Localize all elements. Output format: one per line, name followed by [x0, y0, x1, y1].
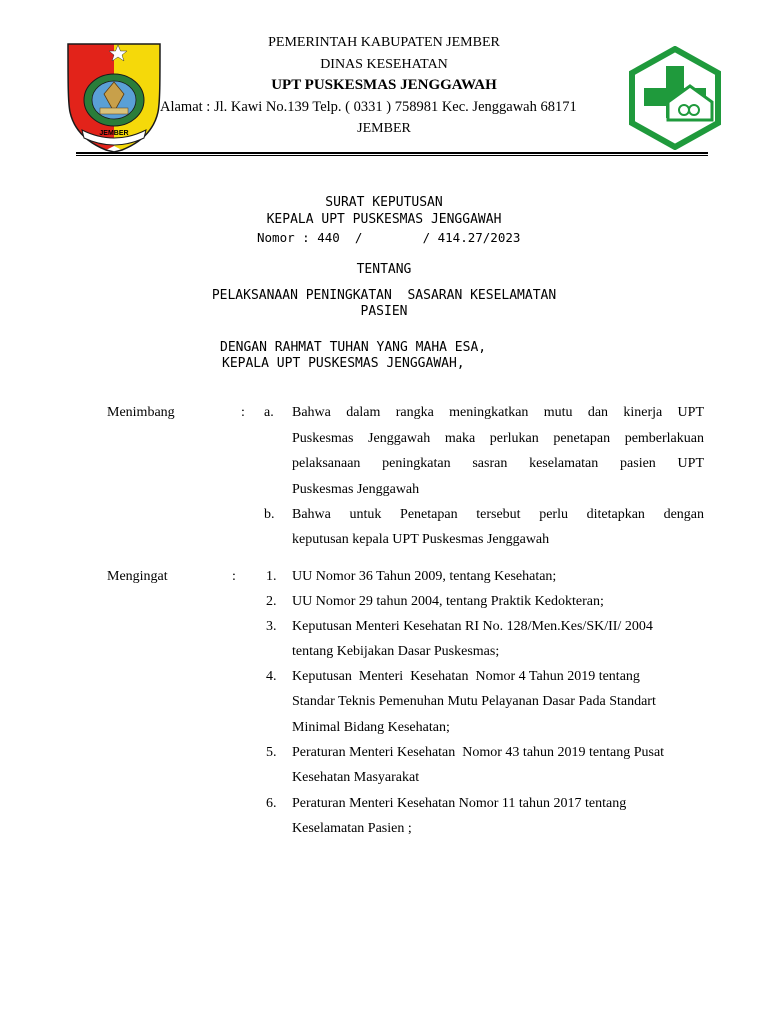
decree-about: TENTANG [356, 262, 412, 277]
menimbang-a-line4: Puskesmas Jenggawah [292, 482, 420, 497]
letterhead-government: PEMERINTAH KABUPATEN JEMBER [268, 35, 500, 50]
menimbang-colon: : [241, 405, 245, 420]
mengingat-6-marker: 6. [266, 796, 277, 811]
emblem-ribbon-text: JEMBER [99, 130, 129, 137]
decree-title: SURAT KEPUTUSAN [325, 195, 443, 210]
letterhead-city: JEMBER [357, 121, 411, 136]
mengingat-1-line1: UU Nomor 36 Tahun 2009, tentang Kesehatan; [292, 569, 557, 584]
letterhead-divider-thick [76, 152, 708, 154]
letterhead-institution: UPT PUSKESMAS JENGGAWAH [271, 77, 497, 93]
mengingat-3-line2: tentang Kebijakan Dasar Puskesmas; [292, 644, 500, 659]
mengingat-4-marker: 4. [266, 669, 277, 684]
menimbang-label: Menimbang [107, 405, 175, 420]
letterhead-address: Alamat : Jl. Kawi No.139 Telp. ( 0331 ) 758981 Kec. Jenggawah 68171 [160, 99, 577, 115]
mengingat-5-line2: Kesehatan Masyarakat [292, 770, 420, 785]
menimbang-b-line1: Bahwa untuk Penetapan tersebut perlu ditetapkan dengan [292, 507, 704, 522]
decree-subject-line2: PASIEN [360, 304, 408, 319]
decree-subtitle: KEPALA UPT PUSKESMAS JENGGAWAH [266, 212, 502, 227]
menimbang-a-line2: Puskesmas Jenggawah maka perlukan penetapan pemberlakuan [292, 431, 704, 446]
decree-number: Nomor : 440 / / 414.27/2023 [257, 230, 521, 245]
mengingat-4-line1: Keputusan Menteri Kesehatan Nomor 4 Tahun 2019 tentang [292, 669, 640, 684]
letterhead-divider-thin [76, 155, 708, 156]
mengingat-2-marker: 2. [266, 594, 277, 609]
mengingat-3-line1: Keputusan Menteri Kesehatan RI No. 128/Men.Kes/SK/II/ 2004 [292, 619, 653, 634]
mengingat-5-marker: 5. [266, 745, 277, 760]
mengingat-2-line1: UU Nomor 29 tahun 2004, tentang Praktik Kedokteran; [292, 594, 604, 609]
mengingat-6-line2: Keselamatan Pasien ; [292, 821, 412, 836]
mengingat-6-line1: Peraturan Menteri Kesehatan Nomor 11 tahun 2017 tentang [292, 796, 627, 811]
mengingat-4-line3: Minimal Bidang Kesehatan; [292, 720, 450, 735]
menimbang-b-marker: b. [264, 507, 275, 522]
decree-preamble-line2: KEPALA UPT PUSKESMAS JENGGAWAH, [222, 356, 465, 371]
menimbang-b-line2: keputusan kepala UPT Puskesmas Jenggawah [292, 532, 550, 547]
mengingat-1-marker: 1. [266, 569, 277, 584]
mengingat-4-line2: Standar Teknis Pemenuhan Mutu Pelayanan Dasar Pada Standart [292, 694, 656, 709]
letterhead-department: DINAS KESEHATAN [320, 57, 448, 72]
menimbang-a-line1: Bahwa dalam rangka meningkatkan mutu dan kinerja UPT [292, 405, 704, 420]
decree-subject-line1: PELAKSANAAN PENINGKATAN SASARAN KESELAMATAN [211, 288, 557, 303]
mengingat-3-marker: 3. [266, 619, 277, 634]
decree-preamble-line1: DENGAN RAHMAT TUHAN YANG MAHA ESA, [220, 340, 487, 355]
mengingat-colon: : [232, 569, 236, 584]
mengingat-label: Mengingat [107, 569, 168, 584]
menimbang-a-line3: pelaksanaan peningkatan sasran keselamatan pasien UPT [292, 456, 704, 471]
menimbang-a-marker: a. [264, 405, 274, 420]
mengingat-5-line1: Peraturan Menteri Kesehatan Nomor 43 tahun 2019 tentang Pusat [292, 745, 665, 760]
